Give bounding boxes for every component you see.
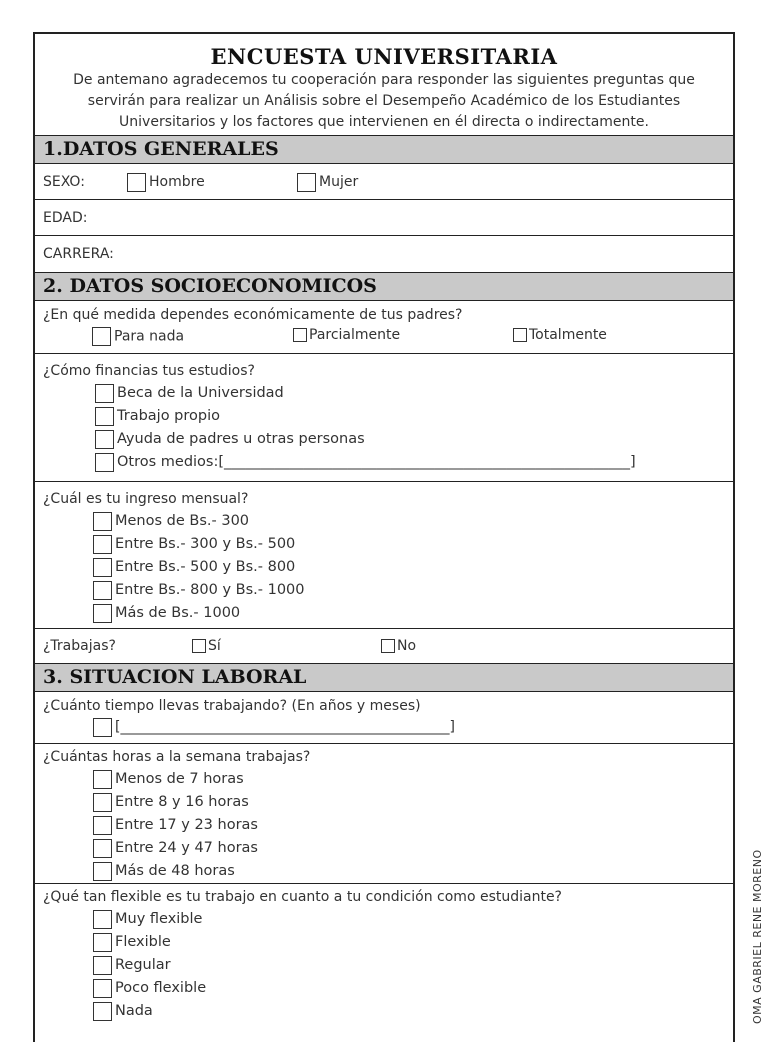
regular-label: Regular — [115, 957, 171, 973]
horas-semana-text: ¿Cuántas horas a la semana trabajas? — [43, 749, 311, 765]
tiempo-trabajando-question — [35, 692, 733, 744]
sexo-row — [35, 164, 733, 200]
intro-line-3: Universitarios y los factores que intervienen en él directa o indirectamente. — [119, 114, 649, 130]
flexibilidad-question — [35, 884, 733, 1024]
option-horas-1[interactable] — [93, 768, 725, 791]
ingreso-1-checkbox[interactable] — [93, 512, 112, 531]
totalmente-checkbox[interactable] — [513, 328, 527, 342]
horas-3-label: Entre 17 y 23 horas — [115, 817, 258, 833]
option-nada[interactable] — [93, 1000, 725, 1023]
si-label: Sí — [208, 638, 221, 654]
parcialmente-checkbox[interactable] — [293, 328, 307, 342]
intro-line-1: De antemano agradecemos tu cooperación para responder las siguientes preguntas que — [73, 72, 695, 88]
horas-5-label: Más de 48 horas — [115, 863, 235, 879]
ingreso-text: ¿Cuál es tu ingreso mensual? — [43, 491, 249, 507]
ingreso-4-checkbox[interactable] — [93, 581, 112, 600]
sexo-option-hombre[interactable] — [127, 164, 205, 200]
option-horas-5[interactable] — [93, 860, 725, 883]
option-horas-3[interactable] — [93, 814, 725, 837]
financiacion-options — [43, 382, 725, 474]
trabajo-propio-checkbox[interactable] — [95, 407, 114, 426]
ayuda-padres-label: Ayuda de padres u otras personas — [117, 431, 365, 447]
dependencia-text: ¿En qué medida dependes económicamente de tus padres? — [43, 307, 463, 323]
ayuda-padres-checkbox[interactable] — [95, 430, 114, 449]
horas-3-checkbox[interactable] — [93, 816, 112, 835]
ingreso-3-checkbox[interactable] — [93, 558, 112, 577]
option-flexible[interactable] — [93, 931, 725, 954]
muy-flexible-label: Muy flexible — [115, 911, 203, 927]
option-beca[interactable] — [95, 382, 725, 405]
ingreso-2-checkbox[interactable] — [93, 535, 112, 554]
option-ingreso-5[interactable] — [93, 602, 725, 625]
dependencia-question — [35, 301, 733, 354]
muy-flexible-checkbox[interactable] — [93, 910, 112, 929]
financiacion-text: ¿Cómo financias tus estudios? — [43, 363, 255, 379]
option-totalmente[interactable] — [513, 327, 607, 343]
flexible-checkbox[interactable] — [93, 933, 112, 952]
totalmente-label: Totalmente — [529, 327, 607, 343]
ingreso-3-label: Entre Bs.- 500 y Bs.- 800 — [115, 559, 296, 575]
option-horas-4[interactable] — [93, 837, 725, 860]
regular-checkbox[interactable] — [93, 956, 112, 975]
horas-4-checkbox[interactable] — [93, 839, 112, 858]
section-situacion-laboral: 3. SITUACION LABORAL — [35, 663, 733, 692]
carrera-label: CARRERA: — [43, 246, 114, 262]
carrera-row[interactable] — [35, 236, 733, 272]
horas-1-checkbox[interactable] — [93, 770, 112, 789]
flexibilidad-text: ¿Qué tan flexible es tu trabajo en cuanto a tu condición como estudiante? — [43, 889, 562, 905]
ingreso-1-label: Menos de Bs.- 300 — [115, 513, 250, 529]
tiempo-trabajando-checkbox[interactable] — [93, 718, 112, 737]
option-parcialmente[interactable] — [293, 327, 400, 343]
option-ingreso-2[interactable] — [93, 533, 725, 556]
side-watermark-text: OMA GABRIEL RENE MORENO — [751, 849, 764, 1024]
horas-5-checkbox[interactable] — [93, 862, 112, 881]
horas-semana-options — [43, 768, 725, 883]
parcialmente-label: Parcialmente — [309, 327, 401, 343]
sexo-label: SEXO: — [43, 174, 85, 190]
intro-line-2: servirán para realizar un Análisis sobre el Desempeño Académico de los Estudiantes — [87, 93, 681, 109]
poco-flexible-checkbox[interactable] — [93, 979, 112, 998]
option-muy-flexible[interactable] — [93, 908, 725, 931]
horas-1-label: Menos de 7 horas — [115, 771, 244, 787]
ingreso-5-checkbox[interactable] — [93, 604, 112, 623]
option-poco-flexible[interactable] — [93, 977, 725, 1000]
edad-label: EDAD: — [43, 210, 88, 226]
form-header — [35, 44, 733, 136]
hombre-checkbox[interactable] — [127, 173, 146, 192]
horas-2-label: Entre 8 y 16 horas — [115, 794, 249, 810]
flexibilidad-options — [43, 908, 725, 1023]
option-trabajo-propio[interactable] — [95, 405, 725, 428]
tiempo-trabajando-option[interactable] — [43, 717, 725, 737]
section-datos-socioeconomicos: 2. DATOS SOCIOECONOMICOS — [35, 272, 733, 301]
sexo-option-mujer[interactable] — [297, 164, 358, 200]
trabajas-row — [35, 629, 733, 663]
option-ingreso-3[interactable] — [93, 556, 725, 579]
ingreso-4-label: Entre Bs.- 800 y Bs.- 1000 — [115, 582, 305, 598]
beca-label: Beca de la Universidad — [117, 385, 284, 401]
tiempo-trabajando-blank[interactable]: [_______________________________________________] — [115, 719, 455, 735]
ingreso-2-label: Entre Bs.- 300 y Bs.- 500 — [115, 536, 296, 552]
beca-checkbox[interactable] — [95, 384, 114, 403]
option-ingreso-1[interactable] — [93, 510, 725, 533]
nada-checkbox[interactable] — [93, 1002, 112, 1021]
trabajas-label: ¿Trabajas? — [43, 638, 116, 654]
ingreso-options — [43, 510, 725, 625]
para-nada-checkbox[interactable] — [92, 327, 111, 346]
horas-semana-question — [35, 744, 733, 884]
mujer-checkbox[interactable] — [297, 173, 316, 192]
tiempo-trabajando-text: ¿Cuánto tiempo llevas trabajando? (En años y meses) — [43, 698, 421, 714]
horas-2-checkbox[interactable] — [93, 793, 112, 812]
no-checkbox[interactable] — [381, 639, 395, 653]
option-si[interactable] — [192, 629, 221, 663]
edad-row[interactable] — [35, 200, 733, 236]
otros-medios-label: Otros medios:[________________________________________________________] — [117, 454, 636, 470]
mujer-label: Mujer — [319, 174, 359, 190]
option-otros-medios[interactable] — [95, 451, 725, 474]
form-title: ENCUESTA UNIVERSITARIA — [210, 44, 558, 69]
poco-flexible-label: Poco flexible — [115, 980, 207, 996]
otros-medios-checkbox[interactable] — [95, 453, 114, 472]
no-label: No — [397, 638, 417, 654]
financiacion-question — [35, 354, 733, 482]
flexible-label: Flexible — [115, 934, 171, 950]
option-para-nada[interactable] — [92, 327, 184, 346]
section-datos-generales: 1.DATOS GENERALES — [35, 136, 733, 164]
option-ingreso-4[interactable] — [93, 579, 725, 602]
si-checkbox[interactable] — [192, 639, 206, 653]
horas-4-label: Entre 24 y 47 horas — [115, 840, 258, 856]
option-no[interactable] — [381, 629, 416, 663]
ingreso-5-label: Más de Bs.- 1000 — [115, 605, 241, 621]
trabajo-propio-label: Trabajo propio — [117, 408, 220, 424]
option-ayuda-padres[interactable] — [95, 428, 725, 451]
hombre-label: Hombre — [149, 174, 205, 190]
option-regular[interactable] — [93, 954, 725, 977]
survey-form — [33, 32, 735, 1042]
para-nada-label: Para nada — [114, 328, 185, 345]
ingreso-question — [35, 482, 733, 629]
option-horas-2[interactable] — [93, 791, 725, 814]
nada-label: Nada — [115, 1003, 153, 1019]
